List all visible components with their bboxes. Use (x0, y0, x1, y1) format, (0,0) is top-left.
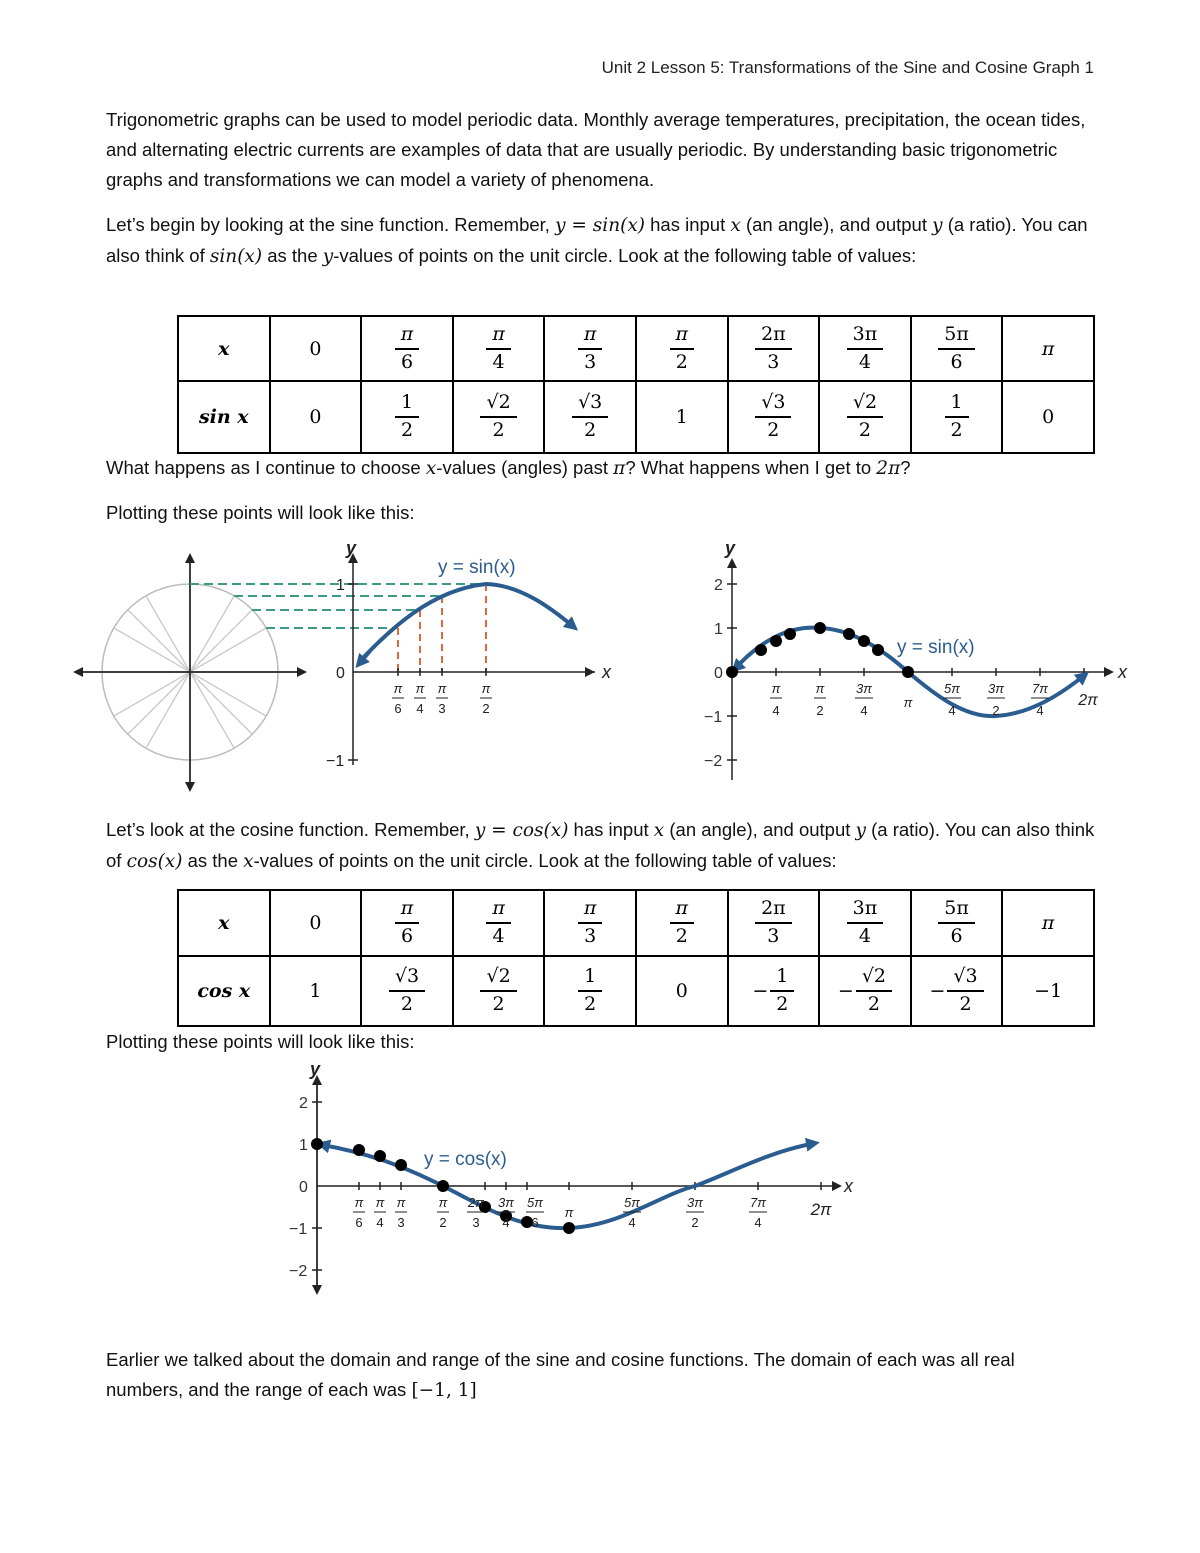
table-cell: 0 (270, 381, 362, 453)
x-tick-label: 2π (468, 1195, 484, 1210)
x-tick-label: 2 (482, 701, 490, 716)
data-point (843, 628, 855, 640)
sine-values-table (177, 315, 1095, 454)
table-cell: $\frac{1}{2}$ (911, 381, 1003, 453)
data-point (858, 635, 870, 647)
x-tick-label: 4 (376, 1215, 384, 1230)
y-axis-label: y (310, 1059, 321, 1079)
data-point (872, 644, 884, 656)
question-paragraph: What happens as I continue to choose x-values (angles) past π? What happens when I get to 2π? (106, 457, 911, 479)
y-tick-label: 1 (336, 577, 345, 594)
data-point (374, 1150, 386, 1162)
x-tick-label: 3 (472, 1215, 480, 1230)
x-tick-label: 3π (856, 681, 872, 696)
x-tick-label: 3π (988, 681, 1004, 696)
table-cell: 0 (1002, 381, 1094, 453)
x-tick-label: 3π (687, 1195, 703, 1210)
table-cell: $\frac{5\pi}{6}$ (911, 890, 1003, 956)
table-row (178, 316, 1094, 381)
sine-points-graph (700, 535, 1130, 790)
plot-caption-2: Plotting these points will look like this: (106, 1031, 415, 1052)
data-point (311, 1138, 323, 1150)
table-header-x: x (178, 316, 270, 381)
table-cell: $\frac{1}{2}$ (544, 956, 636, 1026)
table-row (178, 956, 1094, 1026)
x-tick-label: π (375, 1195, 385, 1210)
table-cell: 1 (270, 956, 362, 1026)
x-tick-label: π (438, 1195, 448, 1210)
x-tick-label: π (437, 681, 447, 696)
x-tick-label: 6 (394, 701, 402, 716)
x-axis-label: x (602, 662, 611, 682)
x-tick-label: π (481, 681, 491, 696)
y-tick-label: −1 (289, 1221, 308, 1238)
curve-label: y = sin(x) (897, 637, 975, 658)
table-cell: $\frac{2\pi}{3}$ (728, 890, 820, 956)
cosine-intro-paragraph: Let’s look at the cosine function. Remember, y = cos(x) has input x (an angle), and output y (a ratio). You can also think of cos(x) as the x-values of points on the unit circle. Look at the following table of values: (106, 819, 1095, 872)
x-tick-label: 4 (948, 703, 956, 718)
x-tick-label: 6 (531, 1215, 539, 1230)
table-cell: $\frac{\pi}{3}$ (544, 316, 636, 381)
x-tick-label: 4 (1036, 703, 1044, 718)
y-tick-label: −1 (704, 709, 723, 726)
table-cell: $\frac{\pi}{3}$ (544, 890, 636, 956)
table-cell: $\frac{\pi}{4}$ (453, 316, 545, 381)
table-cell: $\frac{3\pi}{4}$ (819, 890, 911, 956)
table-cell: 0 (636, 956, 728, 1026)
x-tick-label: π (354, 1195, 364, 1210)
x-tick-label: 6 (355, 1215, 363, 1230)
sine-unit-circle-graph (70, 535, 611, 795)
x-tick-label: 4 (502, 1215, 510, 1230)
table-cell: $\frac{√2}{2}$ (819, 381, 911, 453)
sine-intro-paragraph: Let’s begin by looking at the sine function. Remember, y = sin(x) has input x (an angle), and output y (a ratio). You can also think of sin(x) as the y-values of points on the unit circle. Look at the following table of values: (106, 214, 1088, 267)
table-cell: $\frac{√3}{2}$ (361, 956, 453, 1026)
x-tick-label: 3 (438, 701, 446, 716)
table-cell: $\frac{√3}{2}$ (544, 381, 636, 453)
x-tick-label: 2π (810, 1200, 832, 1219)
data-point (437, 1180, 449, 1192)
x-tick-label: 5π (944, 681, 960, 696)
table-cell: $\frac{5\pi}{6}$ (911, 316, 1003, 381)
y-tick-label: −2 (704, 753, 723, 770)
data-point (755, 644, 767, 656)
data-point (353, 1144, 365, 1156)
y-tick-label: 2 (299, 1095, 308, 1112)
data-point (770, 635, 782, 647)
y-tick-label: 0 (336, 665, 345, 682)
table-cell: 1 (636, 381, 728, 453)
table-cell: π (1002, 316, 1094, 381)
table-cell: $\frac{1}{2}$ (361, 381, 453, 453)
table-header-x: x (178, 890, 270, 956)
x-tick-label: 4 (754, 1215, 762, 1230)
table-cell: $\frac{√2}{2}$ (453, 956, 545, 1026)
table-cell: $\frac{√2}{2}$ (453, 381, 545, 453)
y-tick-label: 0 (714, 665, 723, 682)
table-cell: $\frac{\pi}{6}$ (361, 890, 453, 956)
table-cell: π (1002, 890, 1094, 956)
x-tick-label: 3π (498, 1195, 514, 1210)
data-point (726, 666, 738, 678)
x-tick-label: 2π (1078, 692, 1098, 709)
table-header-sinx: sin x (178, 381, 270, 453)
x-tick-label: 4 (772, 703, 780, 718)
x-tick-label: 3 (397, 1215, 405, 1230)
table-row (178, 890, 1094, 956)
x-axis-label: x (844, 1176, 853, 1196)
x-tick-label: 2 (691, 1215, 699, 1230)
table-cell: $\frac{\pi}{6}$ (361, 316, 453, 381)
data-point (395, 1159, 407, 1171)
x-tick-label: 4 (860, 703, 868, 718)
x-tick-label: 4 (416, 701, 424, 716)
table-cell: $\frac{3\pi}{4}$ (819, 316, 911, 381)
y-tick-label: 1 (299, 1137, 308, 1154)
x-tick-label: 7π (1032, 681, 1048, 696)
x-tick-label: 7π (750, 1195, 766, 1210)
plot-caption-1: Plotting these points will look like this: (106, 502, 415, 523)
table-cell: 0 (270, 890, 362, 956)
data-point (814, 622, 826, 634)
y-axis-label: y (346, 538, 357, 558)
table-header-cosx: cos x (178, 956, 270, 1026)
x-tick-label: π (815, 681, 825, 696)
intro-paragraph: Trigonometric graphs can be used to model periodic data. Monthly average temperatures, precipitation, the ocean tides, and alternating electric currents are examples of data that are usually periodic. By understanding basic trigonometric graphs and transformations we can model a variety of phenomena. (106, 109, 1086, 190)
table-cell: 0 (270, 316, 362, 381)
y-tick-label: −1 (326, 753, 345, 770)
table-cell: − $\frac{1}{2}$ (728, 956, 820, 1026)
curve-label: y = sin(x) (438, 557, 516, 578)
table-cell: $\frac{\pi}{2}$ (636, 890, 728, 956)
cosine-values-table (177, 889, 1095, 1027)
table-cell: $\frac{√3}{2}$ (728, 381, 820, 453)
x-axis-label: x (1118, 662, 1127, 682)
x-tick-label: 2 (992, 703, 1000, 718)
table-cell: − $\frac{√2}{2}$ (819, 956, 911, 1026)
x-tick-label: 2 (439, 1215, 447, 1230)
table-row (178, 381, 1094, 453)
table-cell: −1 (1002, 956, 1094, 1026)
x-tick-label: π (396, 1195, 406, 1210)
x-tick-label: π (393, 681, 403, 696)
data-point (784, 628, 796, 640)
x-tick-label: 5π (527, 1195, 543, 1210)
x-tick-label: π (903, 695, 913, 710)
x-tick-label: π (771, 681, 781, 696)
data-point (902, 666, 914, 678)
y-axis-label: y (725, 538, 736, 558)
data-point (563, 1222, 575, 1234)
unit-circle (75, 555, 305, 790)
cosine-points-graph (280, 1055, 880, 1300)
x-tick-label: π (564, 1205, 574, 1220)
table-cell: $\frac{2\pi}{3}$ (728, 316, 820, 381)
closing-paragraph: Earlier we talked about the domain and range of the sine and cosine functions. The domain of each was all real numbers, and the range of each was [−1, 1] (106, 1349, 1015, 1401)
page-header: Unit 2 Lesson 5: Transformations of the Sine and Cosine Graph 1 (601, 58, 1094, 77)
table-cell: − $\frac{√3}{2}$ (911, 956, 1003, 1026)
x-tick-label: 5π (624, 1195, 640, 1210)
y-tick-label: 0 (299, 1179, 308, 1196)
x-tick-label: π (415, 681, 425, 696)
curve-label: y = cos(x) (424, 1149, 507, 1170)
x-tick-label: 2 (816, 703, 824, 718)
y-tick-label: −2 (289, 1263, 308, 1280)
table-cell: $\frac{\pi}{2}$ (636, 316, 728, 381)
table-cell: $\frac{\pi}{4}$ (453, 890, 545, 956)
x-tick-label: 4 (628, 1215, 636, 1230)
y-tick-label: 2 (714, 577, 723, 594)
y-tick-label: 1 (714, 621, 723, 638)
